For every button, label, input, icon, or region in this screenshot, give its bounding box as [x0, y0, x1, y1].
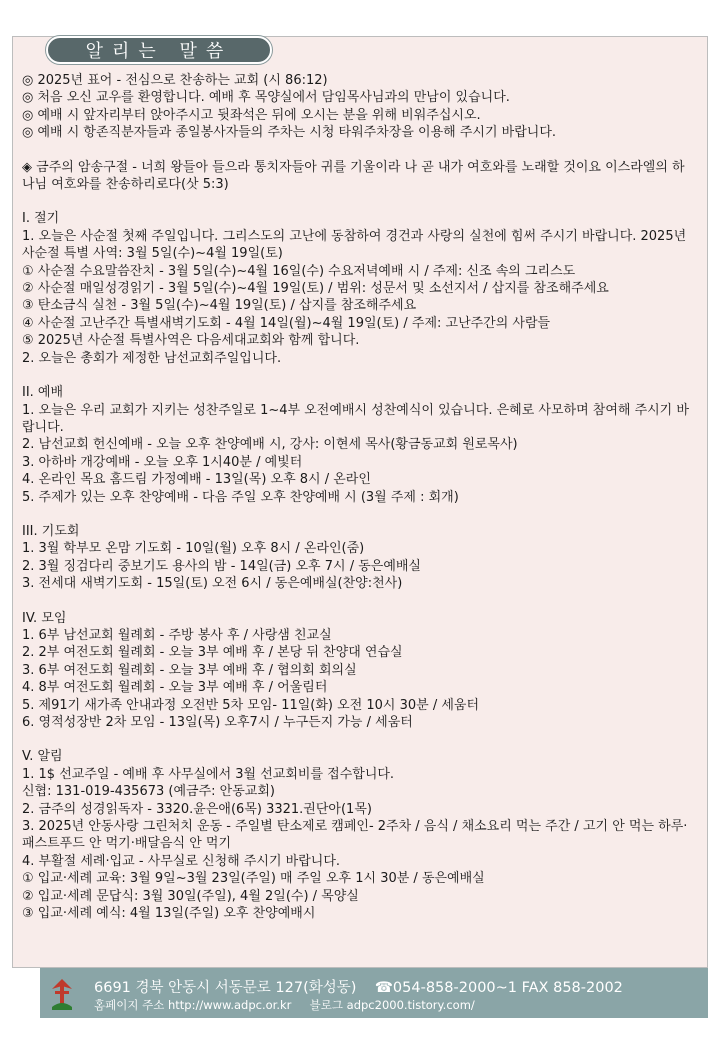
list-item: ① 입교·세례 교육: 3월 9일~3월 23일(주일) 매 주일 오후 1시 30분 / 동은예배실	[22, 871, 485, 887]
list-item: 2. 금주의 성경읽독자 - 3320.윤은애(6목) 3321.권단아(1목)	[22, 801, 372, 817]
list-item: 1. 6부 남선교회 월례회 - 주방 봉사 후 / 사랑샘 친교실	[22, 627, 332, 643]
list-item: 3. 아하바 개강예배 - 오늘 오후 1시40분 / 예빛터	[22, 454, 303, 470]
list-item: ② 입교·세례 문답식: 3월 30일(주일), 4월 2일(수) / 목양실	[22, 888, 359, 904]
list-item: 2. 2부 여전도회 월례회 - 오늘 3부 예배 후 / 본당 뒤 찬양대 연습실	[22, 645, 403, 661]
list-item: 4. 8부 여전도회 월례회 - 오늘 3부 예배 후 / 어울림터	[22, 680, 328, 696]
footer-address: 6691 경북 안동시 서동문로 127(화성동)	[94, 980, 357, 996]
list-item: 1. 1$ 선교주일 - 예배 후 사무실에서 3월 선교회비를 접수합니다.	[22, 766, 395, 782]
intro-line: ◎ 예배 시 항존직분자들과 종일봉사자들의 주차는 시청 타워주차장을 이용해 주시기 바랍니다.	[22, 125, 557, 141]
list-item: 3. 6부 여전도회 월례회 - 오늘 3부 예배 후 / 협의회 회의실	[22, 662, 357, 678]
list-item: 1. 3월 학부모 온맘 기도회 - 10일(월) 오후 8시 / 온라인(줌)	[22, 541, 365, 557]
list-item: 3. 2025년 안동사랑 그린처치 운동 - 주일별 탄소제로 캠페인- 2주차 / 음식 / 채소요리 먹는 주간 / 고기 안 먹는 하루·패스트푸드 안 먹기·배달음식 안 먹기	[22, 819, 688, 852]
list-item: 6. 영적성장반 2차 모임 - 13일(목) 오후7시 / 누구든지 가능 / 세움터	[22, 715, 413, 730]
list-item: 5. 제91기 새가족 안내과정 오전반 5차 모임- 11일(화) 오전 10시 30분 / 세움터	[22, 697, 480, 713]
page-title: 알리는 말씀	[46, 36, 272, 64]
list-item: 3. 전세대 새벽기도회 - 15일(토) 오전 6시 / 동은예배실(찬양:천사)	[22, 576, 403, 592]
blog-link[interactable]: 블로그 adpc2000.tistory.com/	[309, 998, 475, 1012]
list-item: ② 사순절 매일성경읽기 - 3월 5일(수)~4월 19일(토) / 범위: 성문서 및 소선지서 / 삽지를 참조해주세요	[22, 281, 609, 297]
footer-web-line	[94, 997, 475, 1013]
list-item: 1. 오늘은 우리 교회가 지키는 성찬주일로 1~4부 오전예배시 성찬예식이 있습니다. 은혜로 사모하며 참여해 주시기 바랍니다.	[22, 402, 689, 435]
church-footer	[40, 968, 708, 1018]
list-item: 5. 주제가 있는 오후 찬양예배 - 다음 주일 오후 찬양예배 시 (3월 주제 : 회개)	[22, 489, 459, 505]
list-item: ⑤ 2025년 사순절 특별사역은 다음세대교회와 함께 합니다.	[22, 333, 360, 349]
section-heading: I. 절기	[22, 211, 60, 227]
section-heading: V. 알림	[22, 749, 63, 765]
list-item: 4. 온라인 목요 홈드림 가정예배 - 13일(목) 오후 8시 / 온라인	[22, 472, 371, 488]
section-heading: III. 기도회	[22, 523, 80, 539]
church-logo-icon	[50, 977, 74, 1011]
memory-verse: ◈ 금주의 암송구절 - 너희 왕들아 들으라 통치자들아 귀를 기울이라 나 곧 내가 여호와를 노래할 것이요 이스라엘의 하나님 여호와를 찬송하리로다(삿 5:3)	[22, 159, 685, 193]
list-item: ③ 탄소금식 실천 - 3월 5일(수)~4월 19일(토) / 삽지를 참조해주세요	[22, 298, 417, 314]
list-item: 2. 오늘은 총회가 제정한 남선교회주일입니다.	[22, 350, 282, 366]
list-item: ① 사순절 수요말씀잔치 - 3월 5일(수)~4월 16일(수) 수요저녁예배 시 / 주제: 신조 속의 그리스도	[22, 263, 576, 279]
footer-address-line	[94, 976, 623, 997]
intro-line: ◎ 예배 시 앞자리부터 앉아주시고 뒷좌석은 뒤에 오시는 분을 위해 비워주십시오.	[22, 107, 481, 123]
list-item: 2. 3월 징검다리 중보기도 용사의 밤 - 14일(금) 오후 7시 / 동은예배실	[22, 558, 421, 574]
list-item: ③ 입교·세례 예식: 4월 13일(주일) 오후 찬양예배시	[22, 906, 316, 922]
list-item: 4. 부활절 세례·입교 - 사무실로 신청해 주시기 바랍니다.	[22, 853, 341, 869]
intro-line: ◎ 처음 오신 교우를 환영합니다. 예배 후 목양실에서 담임목사님과의 만남이 있습니다.	[22, 90, 510, 106]
list-item: 2. 남선교회 헌신예배 - 오늘 오후 찬양예배 시, 강사: 이현세 목사(황금동교회 원로목사)	[22, 437, 518, 453]
notice-content	[22, 72, 690, 922]
section-heading: II. 예배	[22, 385, 64, 401]
section-heading: IV. 모임	[22, 610, 67, 626]
list-item: 신협: 131-019-435673 (예금주: 안동교회)	[22, 784, 275, 800]
list-item: ④ 사순절 고난주간 특별새벽기도회 - 4월 14일(월)~4월 19일(토) / 주제: 고난주간의 사람들	[22, 315, 551, 331]
homepage-link[interactable]: 홈페이지 주소 http://www.adpc.or.kr	[94, 998, 292, 1012]
footer-phone: ☎054-858-2000~1 FAX 858-2002	[374, 980, 623, 996]
list-item: 1. 오늘은 사순절 첫째 주일입니다. 그리스도의 고난에 동참하여 경건과 사랑의 실천에 힘써 주시기 바랍니다. 2025년 사순절 특별 사역: 3월 5일(수)~4월 19일(토)	[22, 228, 687, 262]
intro-line: ◎ 2025년 표어 - 전심으로 찬송하는 교회 (시 86:12)	[22, 73, 328, 88]
